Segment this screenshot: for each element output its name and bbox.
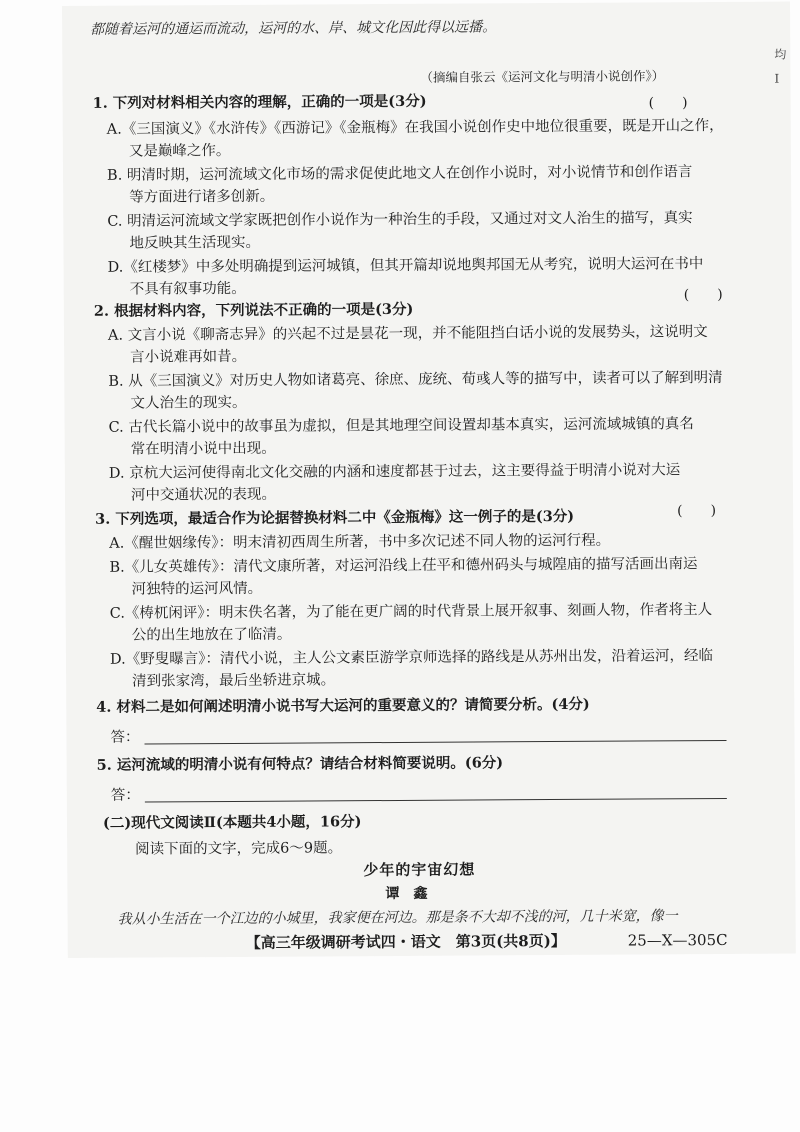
- q2-option-c-cont: 常在明清小说中出现。: [130, 440, 276, 458]
- question-3-stem: 3. 下列选项，最适合作为论据替换材料二中《金瓶梅》这一例子的是(3分): [95, 507, 575, 528]
- q2-option-d-cont: 河中交通状况的表现。: [130, 486, 277, 504]
- question-2-answer-paren: ( ): [683, 286, 723, 304]
- article-first-line: 我从小生活在一个江边的小城里，我家便在河边。那是条不大却不浅的河，几十米宽，像一: [117, 908, 678, 928]
- q2-option-b-cont: 文人治生的现实。: [130, 394, 247, 412]
- carryover-line: 都随着运河的通运而流动，运河的水、岸、城文化因此得以远播。: [90, 19, 497, 38]
- question-1-stem: 1. 下列对材料相关内容的理解，正确的一项是(3分): [92, 92, 427, 112]
- q3-option-c-cont: 公的出生地放在了临清。: [131, 626, 292, 644]
- scanned-exam-page: [62, 2, 796, 958]
- q2-option-a: A. 文言小说《聊斋志异》的兴起不过是昙花一现，并不能阻挡白话小说的发展势头，这说明文: [107, 324, 708, 344]
- q3-option-c: C.《梼杌闲评》：明末佚名著，为了能在更广阔的时代背景上展开叙事、刻画人物，作者将主人: [109, 602, 713, 622]
- edge-mark-2: I: [774, 71, 780, 86]
- q2-option-b: B. 从《三国演义》对历史人物如诸葛亮、徐庶、庞统、荀彧人等的描写中，读者可以了解到明清: [108, 369, 723, 390]
- q1-option-d: D.《红楼梦》中多处明确提到运河城镇，但其开篇却说地舆邦国无从考究，说明大运河在书中: [107, 256, 704, 276]
- question-4-answer-label: 答：: [110, 729, 140, 746]
- q1-option-a-cont: 又是巅峰之作。: [128, 142, 231, 160]
- q1-option-c: C. 明清运河流域文学家既把创作小说作为一种治生的手段，又通过对文人治生的描写，真实: [107, 210, 693, 230]
- q1-option-d-cont: 不具有叙事功能。: [129, 280, 246, 298]
- q1-option-b: B. 明清时期，运河流域文化市场的需求促使此地文人在创作小说时，对小说情节和创作语言: [106, 164, 693, 184]
- section-heading: (二)现代文阅读Ⅱ(本题共4小题，16分): [102, 813, 362, 832]
- page-footer: 【高三年级调研考试四・语文 第3页(共8页)】: [245, 931, 566, 952]
- source-citation: （摘编自张云《运河文化与明清小说创作》）: [420, 68, 665, 85]
- q3-option-b-cont: 河独特的运河风情。: [131, 580, 263, 598]
- q3-option-d-cont: 清到张家湾，最后坐轿进京城。: [132, 672, 336, 690]
- question-4-stem: 4. 材料二是如何阐述明清小说书写大运河的重要意义的？请简要分析。(4分): [96, 695, 590, 716]
- question-2-stem: 2. 根据材料内容，下列说法不正确的一项是(3分): [93, 300, 414, 320]
- q3-option-a: A.《醒世姻缘传》：明末清初西周生所著，书中多次记述不同人物的运河行程。: [109, 532, 611, 552]
- q3-option-d: D.《野叟曝言》：清代小说，主人公文素臣游学京师选择的路线是从苏州出发，沿着运河，经临: [109, 648, 714, 668]
- q3-option-b: B.《儿女英雄传》：清代文康所著，对运河沿线上茌平和德州码头与城隍庙的描写活画出南运: [109, 556, 698, 576]
- q1-option-c-cont: 地反映其生活现实。: [129, 234, 260, 252]
- q1-option-a: A.《三国演义》《水浒传》《西游记》《金瓶梅》在我国小说创作史中地位很重要，既是开山之作，: [106, 117, 724, 138]
- question-5-stem: 5. 运河流域的明清小说有何特点？请结合材料简要说明。(6分): [96, 754, 504, 774]
- question-1-answer-paren: ( ): [648, 95, 688, 112]
- question-5-answer-label: 答：: [110, 787, 140, 804]
- q2-option-d: D. 京杭大运河使得南北文化交融的内涵和速度都甚于过去，这主要得益于明清小说对大运: [108, 462, 681, 482]
- reading-instruction: 阅读下面的文字，完成6～9题。: [135, 840, 343, 858]
- article-author: 谭鑫: [385, 885, 442, 903]
- question-3-answer-paren: ( ): [677, 503, 717, 520]
- article-title: 少年的宇宙幻想: [363, 860, 476, 880]
- edge-mark-1: 均: [774, 47, 787, 62]
- q1-option-b-cont: 等方面进行诸多创新。: [129, 188, 275, 206]
- q2-option-a-cont: 言小说难再如昔。: [130, 348, 247, 366]
- q2-option-c: C. 古代长篇小说中的故事虽为虚拟，但是其地理空间设置却基本真实，运河流域城镇的真名: [108, 416, 694, 436]
- question-5-answer-line[interactable]: [145, 798, 727, 803]
- question-4-answer-line[interactable]: [145, 740, 727, 745]
- exam-code: 25—X—305C: [627, 930, 728, 950]
